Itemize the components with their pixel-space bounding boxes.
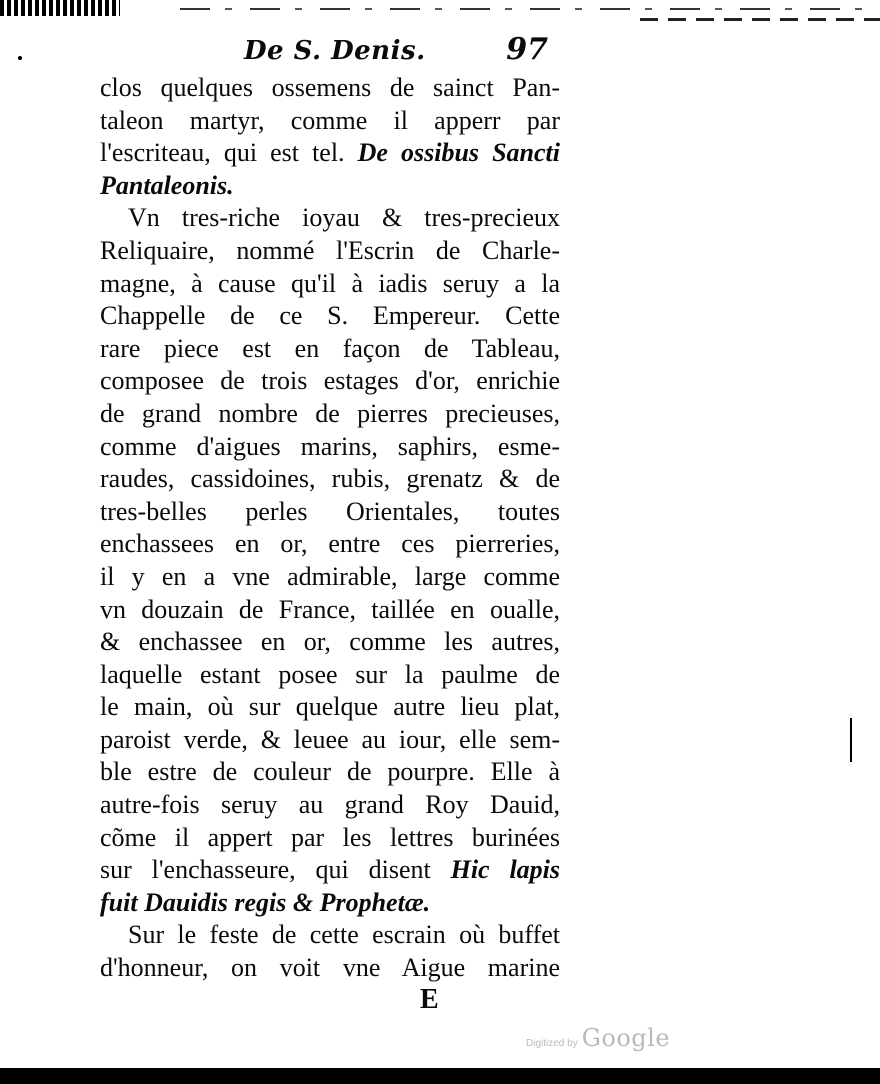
digitized-watermark	[526, 1024, 670, 1052]
text-line: clos quelques ossemens de sainct Pan-	[100, 73, 560, 102]
text-line: cõme il appert par les lettres burinées	[100, 822, 560, 852]
text-line: le main, où sur quelque autre lieu plat,	[100, 692, 560, 722]
text-line: Reliquaire, nommé l'Escrin de Charle-	[100, 235, 560, 265]
scan-top-line-right	[640, 18, 880, 21]
text-line	[100, 170, 560, 203]
scan-bottom-edge	[0, 1068, 880, 1084]
text-segment: sur l'enchasseure, qui disent	[100, 855, 431, 885]
text-line: de grand nombre de pierres precieuses,	[100, 398, 560, 428]
margin-speck	[850, 718, 852, 762]
text-line: tres-belles perles Orientales, toutes	[100, 496, 560, 526]
text-line: Chappelle de ce S. Empereur. Cette	[100, 301, 560, 331]
text-line: il y en a vne admirable, large comme	[100, 561, 560, 591]
text-line: taleon martyr, comme il apperr par	[100, 105, 560, 135]
text-line: Sur le feste de cette escrain où buffet	[128, 920, 560, 950]
latin-inscription: De ossibus Sancti	[357, 138, 560, 168]
signature-mark: E	[420, 984, 439, 1015]
margin-speck	[18, 56, 22, 60]
scan-top-line	[180, 8, 880, 10]
text-line: comme d'aigues marins, saphirs, esme-	[100, 431, 560, 461]
latin-inscription: Hic lapis	[450, 855, 560, 885]
text-line: laquelle estant posee sur la paulme de	[100, 659, 560, 689]
text-line: magne, à cause qu'il à iadis seruy a la	[100, 268, 560, 298]
text-line	[100, 854, 560, 887]
text-line: vn douzain de France, taillée en oualle,	[100, 594, 560, 624]
latin-inscription: Pantaleonis.	[100, 170, 234, 200]
text-line: autre-fois seruy au grand Roy Dauid,	[100, 790, 560, 820]
text-line: paroist verde, & leuee au iour, elle sem-	[100, 724, 560, 754]
page-number: 97	[506, 32, 548, 67]
text-line: rare piece est en façon de Tableau,	[100, 333, 560, 363]
text-line: composee de trois estages d'or, enrichie	[100, 366, 560, 396]
text-segment: l'escriteau, qui est tel.	[100, 138, 345, 168]
text-line: d'honneur, on voit vne Aigue marine	[100, 953, 560, 983]
text-line	[100, 137, 560, 170]
text-line: enchassees en or, entre ces pierreries,	[100, 529, 560, 559]
google-logo: Google	[581, 1024, 671, 1052]
text-line	[100, 887, 560, 920]
latin-inscription: fuit Dauidis regis & Prophetæ.	[100, 887, 431, 917]
text-line: ble estre de couleur de pourpre. Elle à	[100, 757, 560, 787]
watermark-prefix: Digitized by	[526, 1038, 578, 1049]
running-head-title: De S. Denis.	[244, 36, 426, 66]
text-line: & enchassee en or, comme les autres,	[100, 627, 560, 657]
page-body-text	[100, 72, 560, 985]
running-header	[100, 30, 560, 74]
text-line: raudes, cassidoines, rubis, grenatz & de	[100, 464, 560, 494]
text-line: Vn tres-riche ioyau & tres-precieux	[128, 203, 560, 233]
scan-edge-artifact	[0, 0, 120, 16]
